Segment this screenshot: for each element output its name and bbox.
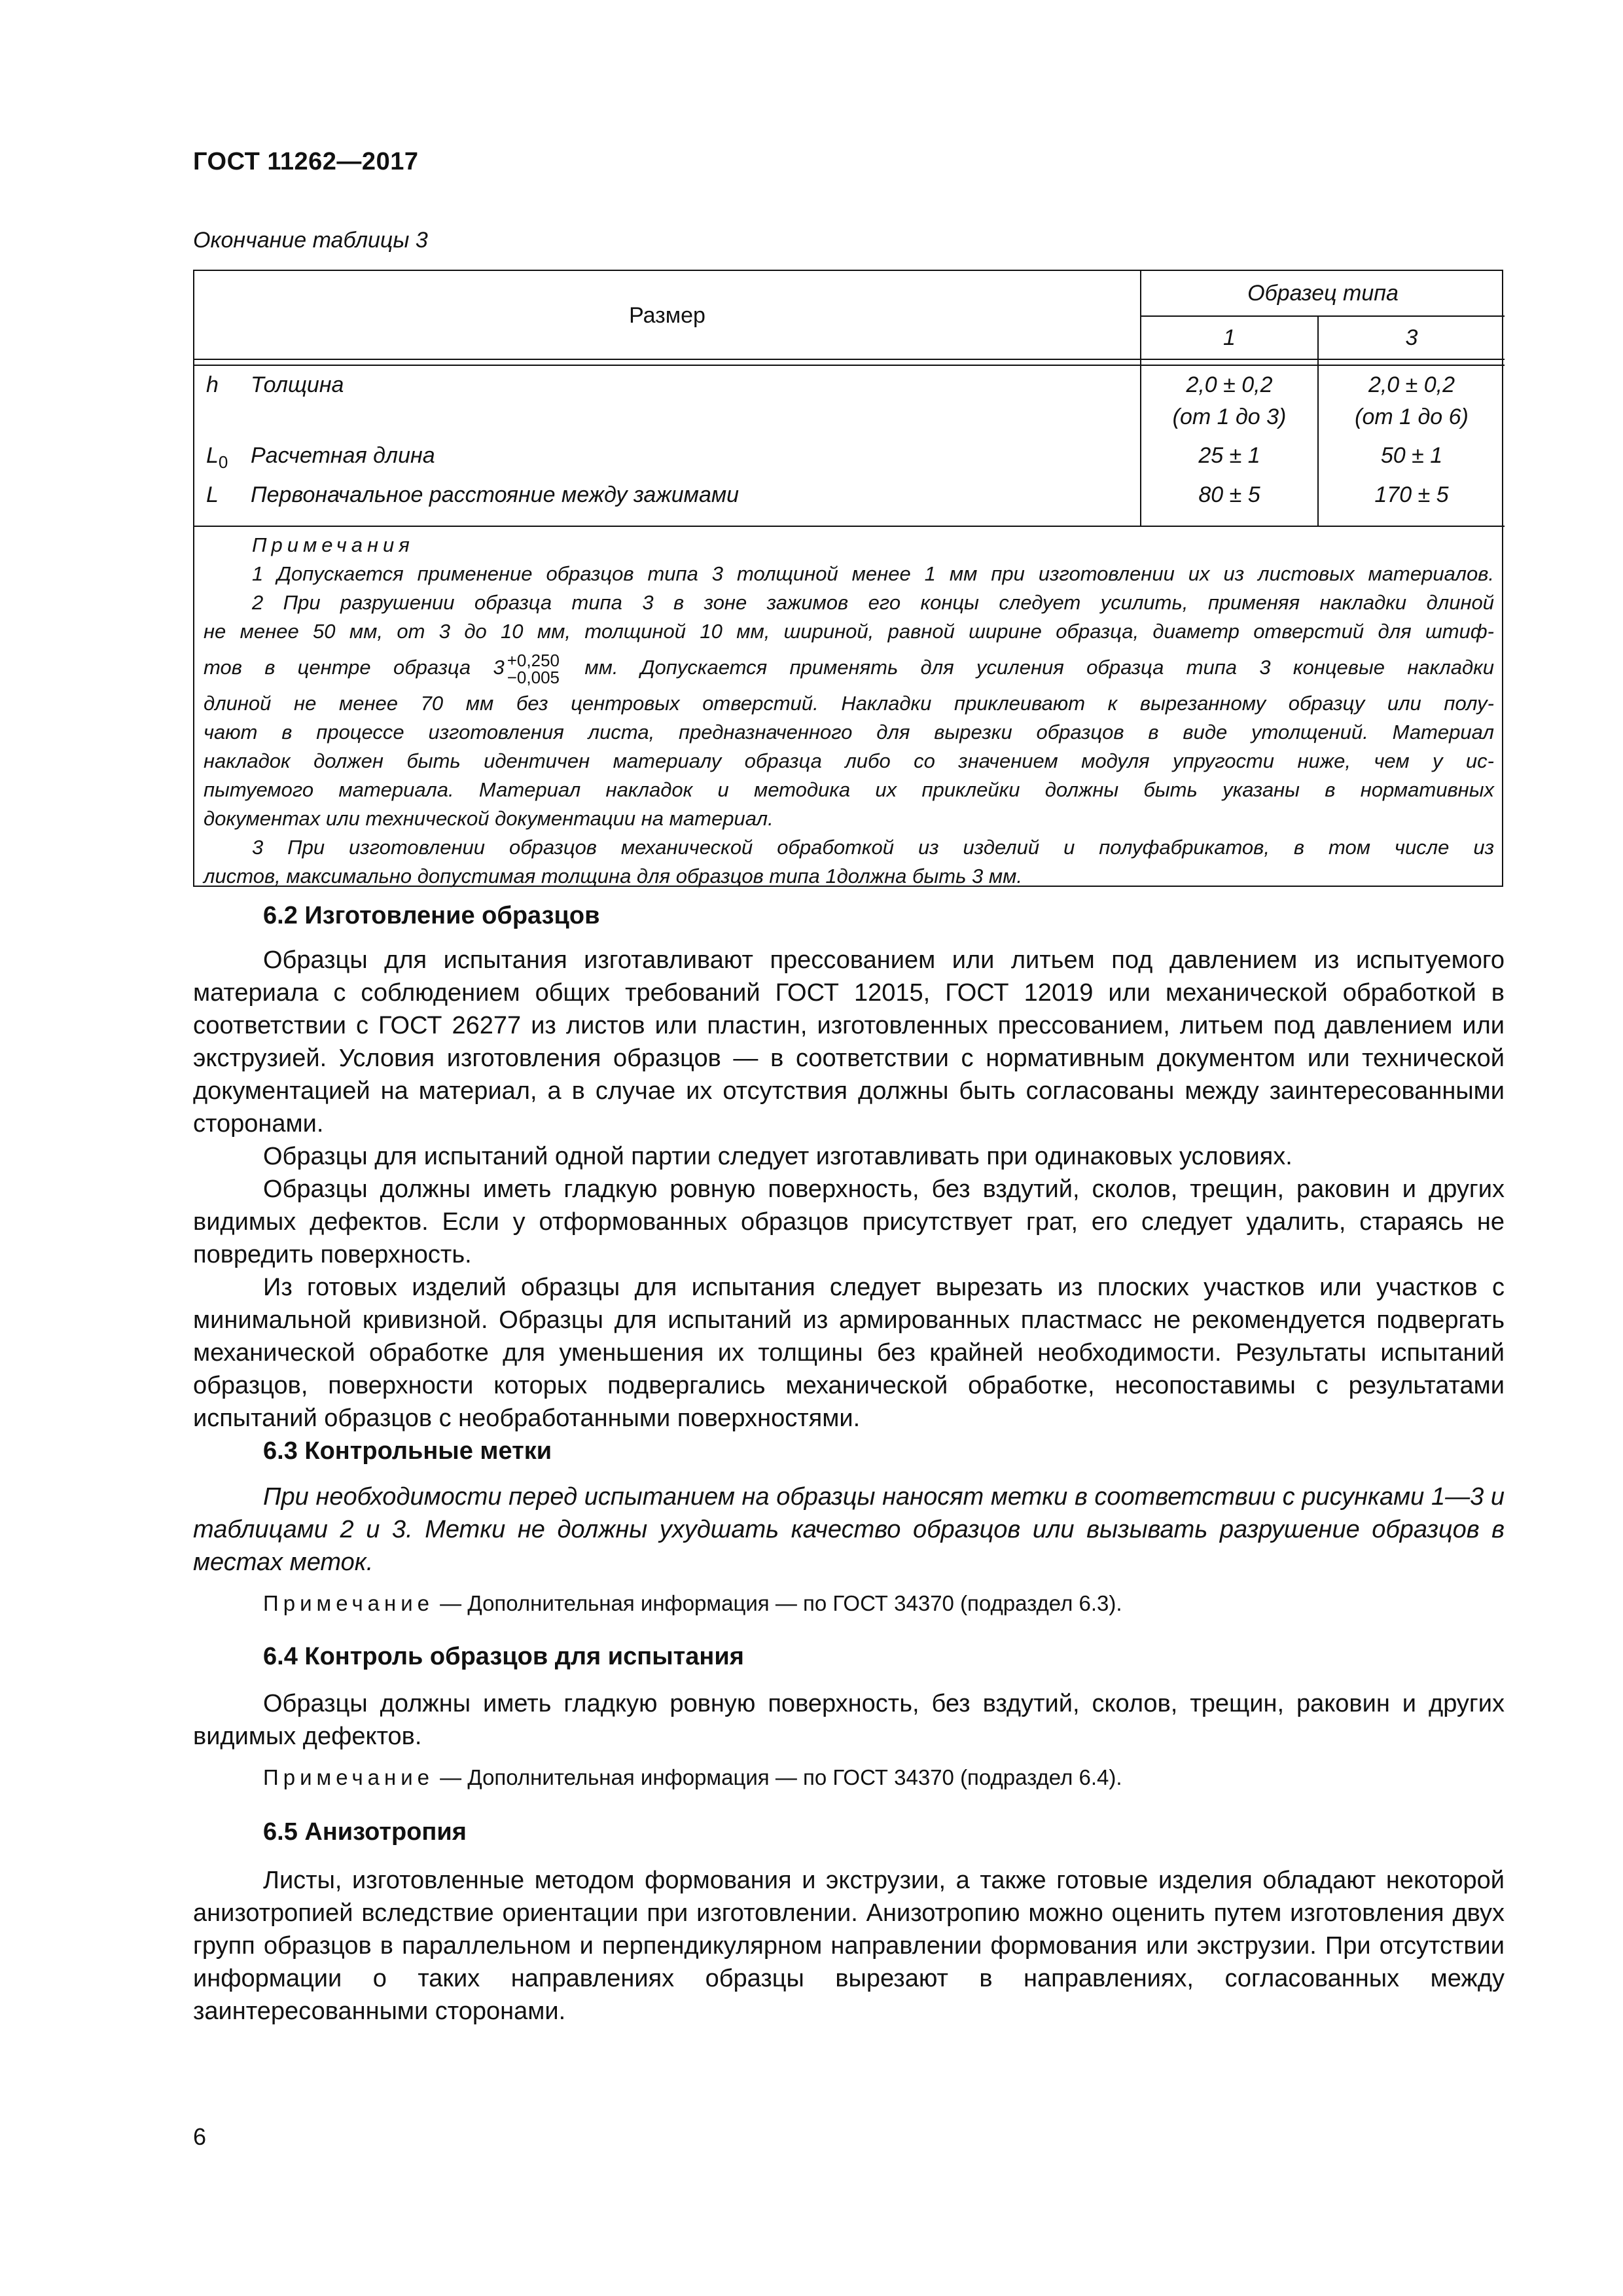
section-6-3-body	[193, 1480, 1505, 1579]
tolerance-lower: −0,005	[507, 667, 560, 687]
note-2-line-3	[204, 646, 1494, 689]
row-gauge-length-type3: 50 ± 1	[1380, 443, 1443, 468]
row-thickness-type3-value: 2,0 ± 0,2	[1368, 372, 1455, 397]
row-thickness-symbol: h	[206, 372, 219, 397]
section-6-2-p2: Образцы для испытаний одной партии следует изготавливать при одинаковых условиях.	[263, 1143, 1293, 1170]
note-2-line-3-start: тов в центре образца	[204, 656, 471, 679]
note-2-line-6: накладок должен быть идентичен материалу образца либо со значением модуля упругости ниже, чем у ис-	[204, 749, 1494, 772]
row-thickness-type1-range: (от 1 до 3)	[1172, 404, 1287, 429]
note-2-line-1: 2 При разрушении образца типа 3 в зоне зажимов его концы следует усилить, применяя накладки длиной	[252, 591, 1494, 614]
section-6-3-heading: 6.3 Контрольные метки	[263, 1437, 552, 1465]
note-2-line-4: длиной не менее 70 мм без центровых отверстий. Накладки приклеивают к вырезанному образцу или полу-	[204, 692, 1494, 715]
section-6-4-note-label: Примечание	[263, 1765, 435, 1789]
header-specimen-type: Образец типа	[1247, 281, 1399, 306]
note-2-line-8: документах или технической документации на материал.	[204, 807, 774, 830]
section-6-4-p1: Образцы должны иметь гладкую ровную поверхность, без вздутий, сколов, трещин, раковин и других видимых дефектов.	[193, 1690, 1505, 1750]
header-type-1: 1	[1223, 325, 1236, 350]
note-1: 1 Допускается применение образцов типа 3 толщиной менее 1 мм при изготовлении их из листовых материалов.	[252, 562, 1494, 585]
row-grip-distance-name: Первоначальное расстояние между зажимами	[251, 482, 740, 507]
table-hline-double-1	[194, 359, 1505, 360]
section-6-4-note	[263, 1765, 1122, 1790]
row-gauge-length-name: Расчетная длина	[251, 443, 435, 468]
section-6-5-p1: Листы, изготовленные методом формования и экструзии, а также готовые изделия обладают некоторой анизотропией вследствие ориентации при изготовлении. Анизотропию можно оценить путем изготовления двух групп образцов в параллельном и перпендикулярном направлении формования или экструзии. При отсутствии информации о таких направлениях образцы вырезают в направлениях, согласованных между заинтересованными сторонами.	[193, 1867, 1505, 2025]
section-6-2-heading: 6.2 Изготовление образцов	[263, 902, 600, 929]
row-gauge-length-symbol	[206, 440, 228, 478]
section-6-4-body	[193, 1687, 1505, 1753]
note-2-line-2: не менее 50 мм, от 3 до 10 мм, толщиной 10 мм, шириной, равной ширине образца, диаметр отверстий для штиф-	[204, 620, 1494, 643]
row-gauge-length-type1: 25 ± 1	[1198, 443, 1260, 468]
header-type-3: 3	[1405, 325, 1418, 350]
tolerance-upper: +0,250	[507, 650, 560, 670]
section-6-3-note-label: Примечание	[263, 1591, 435, 1615]
table-hline-double-2	[194, 365, 1505, 366]
section-6-2-p1: Образцы для испытания изготавливают прессованием или литьем под давлением из испытуемого материала с соблюдением общих требований ГОСТ 12015, ГОСТ 12019 или механической обработкой в соответствии с ГОСТ 26277 из листов или пластин, изготовленных прессованием, литьем под давлением или экструзией. Условия изготовления образцов — в соответствии с нормативным документом или технической документацией на материал, а в случае их отсутствия должны быть согласованы между заинтересованными сторонами.	[193, 946, 1505, 1138]
section-6-4-note-text: — Дополнительная информация — по ГОСТ 34370 (подраздел 6.4).	[434, 1765, 1122, 1789]
section-6-4-heading: 6.4 Контроль образцов для испытания	[263, 1643, 744, 1670]
row-thickness-type3-range: (от 1 до 6)	[1355, 404, 1469, 429]
note-3-line-1: 3 При изготовлении образцов механической обработкой из изделий и полуфабрикатов, в том числе из	[252, 836, 1494, 859]
specimen-size-table	[193, 270, 1503, 887]
note-3-line-2: листов, максимально допустимая толщина для образцов типа 1должна быть 3 мм.	[204, 865, 1022, 888]
note-2-line-3-end: мм. Допускается применять для усиления образца типа 3 концевые накладки	[584, 656, 1494, 679]
row-grip-distance-symbol: L	[206, 482, 219, 507]
table-caption: Окончание таблицы 3	[193, 228, 428, 253]
document-title: ГОСТ 11262—2017	[193, 148, 419, 175]
table-notes	[204, 527, 1494, 891]
section-6-2-p4: Из готовых изделий образцы для испытания следует вырезать из плоских участков или участков с минимальной кривизной. Образцы для испытаний из армированных пластмасс не рекомендуется подвергать механической обработке для уменьшения их толщины без крайней необходимости. Результаты испытаний образцов, поверхности которых подвергались механической обработке, несопоставимы с результатами испытаний образцов с необработанными поверхностями.	[193, 1274, 1505, 1432]
section-6-3-note-text: — Дополнительная информация — по ГОСТ 34370 (подраздел 6.3).	[434, 1591, 1122, 1615]
gauge-length-symbol-sub: 0	[218, 452, 228, 472]
table-hline-header	[1140, 315, 1505, 317]
note-2-thickness: от 3 до 10 мм, толщиной	[397, 620, 687, 643]
note-2-line-5: чают в процессе изготовления листа, предназначенного для вырезки образцов в виде утолщений. Материал	[204, 721, 1494, 744]
section-6-2-body	[193, 944, 1505, 1435]
section-6-2-p3: Образцы должны иметь гладкую ровную поверхность, без вздутий, сколов, трещин, раковин и других видимых дефектов. Если у отформованных образцов присутствует грат, его следует удалить, стараясь не повредить поверхность.	[193, 1175, 1505, 1268]
section-6-3-p1: При необходимости перед испытанием на образцы наносят метки в соответствии с рисунками 1—3 и таблицами 2 и 3. Метки не должны ухудшать качество образцов или вызывать разрушение образцов в местах меток.	[193, 1483, 1505, 1576]
section-6-5-heading: 6.5 Анизотропия	[263, 1818, 467, 1846]
notes-title: Примечания	[252, 533, 414, 556]
section-6-5-body	[193, 1864, 1505, 2028]
header-size: Размер	[629, 303, 705, 328]
gauge-length-symbol-base: L	[206, 443, 219, 468]
row-thickness-type1-value: 2,0 ± 0,2	[1186, 372, 1273, 397]
row-thickness-name: Толщина	[251, 372, 344, 397]
note-2-tolerance-base: 3	[493, 656, 505, 679]
section-6-3-note	[263, 1591, 1122, 1616]
note-2-line-7: пытуемого материала. Материал накладок и методика их приклейки должны быть указаны в нормативных	[204, 778, 1494, 801]
page-number: 6	[193, 2123, 207, 2150]
row-grip-distance-type1: 80 ± 5	[1198, 482, 1260, 507]
row-grip-distance-type3: 170 ± 5	[1374, 482, 1449, 507]
note-2-tolerance	[507, 652, 560, 686]
